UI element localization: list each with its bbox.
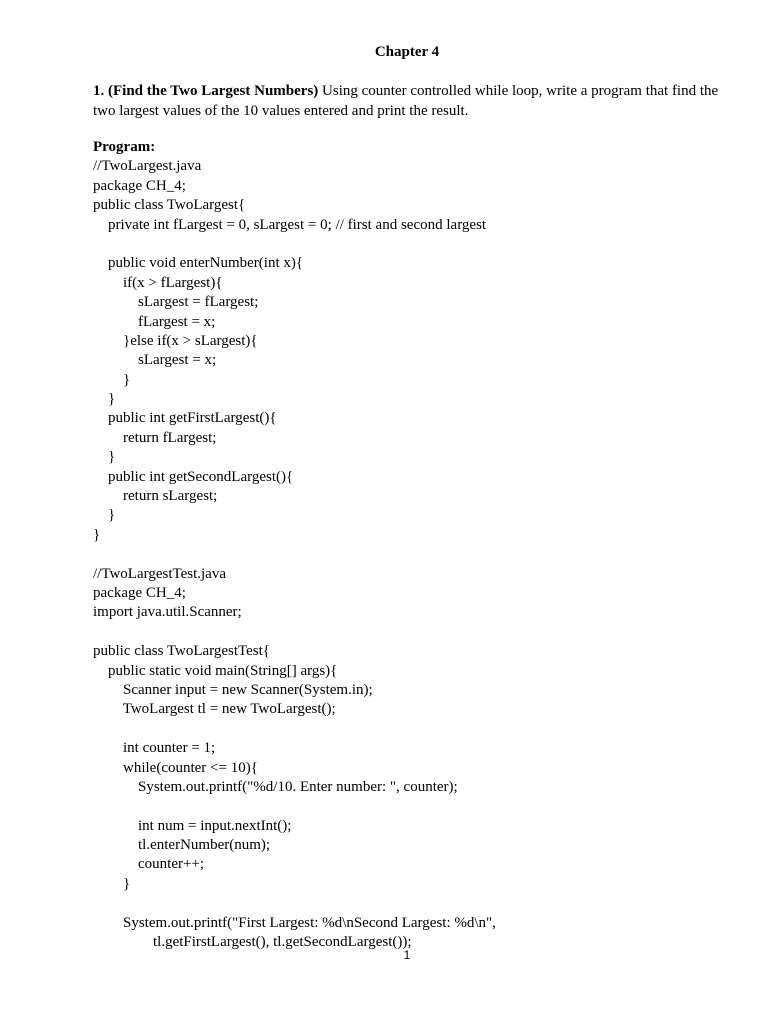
code-line bbox=[93, 235, 733, 254]
code-line: if(x > fLargest){ bbox=[93, 274, 223, 291]
code-line: public void enterNumber(int x){ bbox=[93, 255, 304, 272]
code-line: sLargest = x; bbox=[93, 352, 217, 369]
page-number: 1 bbox=[403, 948, 411, 962]
code-line: } bbox=[93, 371, 131, 388]
code-line: System.out.printf("%d/10. Enter number: ", counter); bbox=[93, 778, 458, 795]
code-line: TwoLargest tl = new TwoLargest(); bbox=[93, 701, 336, 718]
code-line: } bbox=[93, 391, 116, 408]
code-line: private int fLargest = 0, sLargest = 0; // first and second largest bbox=[93, 216, 487, 233]
code-line: } bbox=[93, 449, 116, 466]
code-line: int counter = 1; bbox=[93, 740, 216, 757]
code-line: public class TwoLargest{ bbox=[93, 197, 246, 214]
code-line: public static void main(String[] args){ bbox=[93, 662, 338, 679]
code-line: counter++; bbox=[93, 856, 205, 873]
code-line: Scanner input = new Scanner(System.in); bbox=[93, 681, 373, 698]
code-block bbox=[93, 157, 733, 952]
code-line: package CH_4; bbox=[93, 584, 186, 601]
code-line: import java.util.Scanner; bbox=[93, 604, 242, 621]
code-line bbox=[93, 894, 733, 913]
code-line: } bbox=[93, 507, 116, 524]
chapter-title: Chapter 4 bbox=[374, 44, 440, 60]
code-line: }else if(x > sLargest){ bbox=[93, 332, 258, 349]
code-line: return fLargest; bbox=[93, 429, 217, 446]
exercise-text: Using counter controlled while loop, write a program that find the two largest values of the 10 values entered and print the result. bbox=[93, 83, 719, 119]
code-line: return sLargest; bbox=[93, 488, 218, 505]
code-line: fLargest = x; bbox=[93, 313, 216, 330]
code-line: while(counter <= 10){ bbox=[93, 759, 258, 776]
code-line bbox=[93, 797, 733, 816]
code-line: public class TwoLargestTest{ bbox=[93, 643, 271, 660]
code-line bbox=[93, 623, 733, 642]
code-line: public int getSecondLargest(){ bbox=[93, 468, 294, 485]
code-line: //TwoLargestTest.java bbox=[93, 565, 227, 582]
code-line: System.out.printf("First Largest: %d\nSecond Largest: %d\n", bbox=[93, 914, 496, 931]
code-line: tl.getFirstLargest(), tl.getSecondLargest()); bbox=[93, 934, 412, 951]
code-line: //TwoLargest.java bbox=[93, 158, 202, 175]
code-line: public int getFirstLargest(){ bbox=[93, 410, 277, 427]
code-line: } bbox=[93, 875, 131, 892]
code-line: int num = input.nextInt(); bbox=[93, 817, 292, 834]
exercise-title: 1. (Find the Two Largest Numbers) bbox=[93, 83, 319, 99]
code-line: sLargest = fLargest; bbox=[93, 294, 259, 311]
code-line: tl.enterNumber(num); bbox=[93, 837, 271, 854]
exercise-statement bbox=[93, 81, 728, 121]
code-line: package CH_4; bbox=[93, 177, 186, 194]
code-line bbox=[93, 545, 733, 564]
code-line bbox=[93, 720, 733, 739]
code-line: } bbox=[93, 526, 101, 543]
program-heading: Program: bbox=[93, 139, 156, 155]
program-section bbox=[93, 138, 733, 952]
